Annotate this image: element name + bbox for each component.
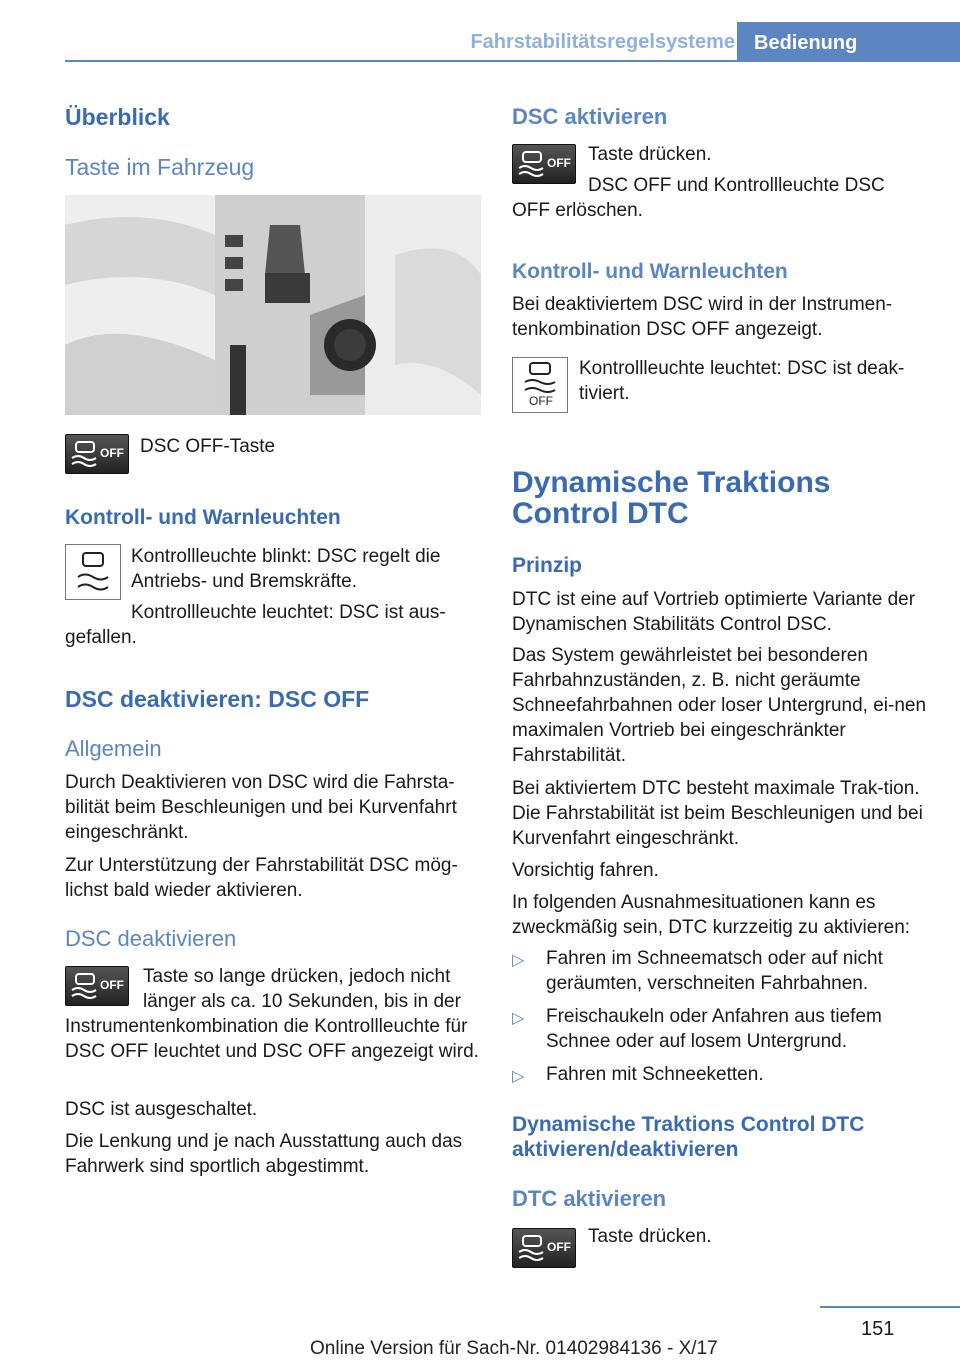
deactivate-text-3: Instrumentenkombination die Kontrollleuchte für DSC OFF leuchtet und DSC OFF angezeigt wird. [65,1016,479,1062]
footer-online-version: Online Version für Sach-Nr. 01402984136 - X/17 [310,1338,718,1359]
car-skid-icon [517,150,547,178]
console-illustration [65,195,481,415]
off-label: OFF [100,978,124,992]
car-skid-icon [513,358,567,398]
support-text: Zur Unterstützung der Fahrstabilität DSC mög-lichst bald wieder aktivieren. [65,855,458,901]
off-label: OFF [547,1240,571,1254]
principle-text-3: Bei aktiviertem DTC besteht maximale Trak-tion. Die Fahrstabilität ist beim Beschleunigen und bei Kurvenfahrt eingeschränkt. [512,778,923,849]
heading-lamps-right: Kontroll- und Warnleuchten [512,260,788,283]
heading-general: Allgemein [65,736,162,761]
careful-text: Vorsichtig fahren. [512,860,659,881]
heading-dtc-activate-deactivate: Dynamische Traktions Control DTC aktivieren/deaktivieren [512,1113,865,1161]
steering-text: Die Lenkung und je nach Ausstattung auch das Fahrwerk sind sportlich abgestimmt. [65,1131,463,1177]
dsc-off-status-text: DSC ist ausgeschaltet. [65,1099,258,1120]
dsc-off-button-icon [512,1228,576,1268]
heading-dsc-activate: DSC aktivieren [512,104,668,129]
dsc-off-lamp-icon [512,357,568,413]
lamp-on-text-2: gefallen. [65,627,137,648]
dsc-warning-lamp-icon [65,544,121,600]
lamps-text: Bei deaktiviertem DSC wird in der Instrumen-tenkombination DSC OFF angezeigt. [512,294,893,340]
header-tab: Bedienung [737,22,960,62]
list-item: Fahren im Schneematsch oder auf nicht geräumten, verschneiten Fahrbahnen. [546,948,883,994]
lamp-on-text-1: Kontrollleuchte leuchtet: DSC ist aus- [131,602,446,623]
off-label: OFF [100,446,124,460]
bullet-triangle-icon: ▷ [512,952,525,969]
car-skid-icon [66,545,120,599]
lamp-deactivated-text-2: tiviert. [579,383,630,404]
heading-button-in-vehicle: Taste im Fahrzeug [65,154,255,180]
dsc-off-button-icon [512,144,576,184]
heading-deactivate-dsc: DSC deaktivieren: DSC OFF [65,686,370,712]
situations-text: In folgenden Ausnahmesituationen kann es zweckmäßig sein, DTC kurzzeitig zu aktivieren: [512,892,911,938]
heading-dsc-deactivate: DSC deaktivieren [65,926,237,951]
header-section-title: Fahrstabilitätsregelsysteme [470,31,735,53]
center-console-photo [65,195,481,415]
activate-off-text-2: OFF erlöschen. [512,200,643,221]
situation-list [512,946,932,1096]
heading-dtc: Dynamische Traktions Control DTC [512,466,831,530]
dsc-off-button-icon [65,434,129,474]
car-skid-icon [70,972,100,1000]
page-number: 151 [861,1318,895,1340]
principle-text-2: Das System gewährleistet bei besonderen Fahrbahnzuständen, z. B. nicht geräumte Schneefahrbahnen oder loser Untergrund, ei-nen maximalen Vortrieb bei eingeschränkter Fahrstabilität. [512,645,927,766]
off-label: OFF [529,394,553,408]
header-rule [65,60,960,62]
car-skid-icon [517,1234,547,1262]
heading-lamps-left: Kontroll- und Warnleuchten [65,506,341,529]
heading-principle: Prinzip [512,554,583,577]
heading-overview: Überblick [65,104,170,130]
list-item: Freischaukeln oder Anfahren aus tiefem Schnee oder auf losem Untergrund. [546,1006,882,1052]
deactivate-text-1: Taste so lange drücken, jedoch nicht [143,966,451,987]
lamp-deactivated-text-1: Kontrollleuchte leuchtet: DSC ist deak- [579,358,905,379]
list-item: Fahren mit Schneeketten. [546,1064,764,1085]
lamp-blink-text: Kontrollleuchte blinkt: DSC regelt die Antriebs- und Bremskräfte. [131,546,441,592]
bullet-triangle-icon: ▷ [512,1010,525,1027]
bullet-triangle-icon: ▷ [512,1068,525,1085]
dtc-press-text: Taste drücken. [588,1226,712,1247]
dsc-off-button-icon [65,966,129,1006]
general-text: Durch Deaktivieren von DSC wird die Fahrsta-bilität beim Beschleunigen und bei Kurvenfahrt eingeschränkt. [65,772,457,843]
off-label: OFF [547,156,571,170]
deactivate-text-2: länger als ca. 10 Sekunden, bis in der [143,991,461,1012]
footer-rule [820,1306,960,1308]
dsc-off-caption: DSC OFF-Taste [140,436,276,457]
activate-off-text-1: DSC OFF und Kontrollleuchte DSC [588,175,885,196]
principle-text-1: DTC ist eine auf Vortrieb optimierte Variante der Dynamischen Stabilitäts Control DSC. [512,589,916,635]
car-skid-icon [70,440,100,468]
activate-press-text: Taste drücken. [588,144,712,165]
heading-dtc-activate: DTC aktivieren [512,1186,667,1211]
